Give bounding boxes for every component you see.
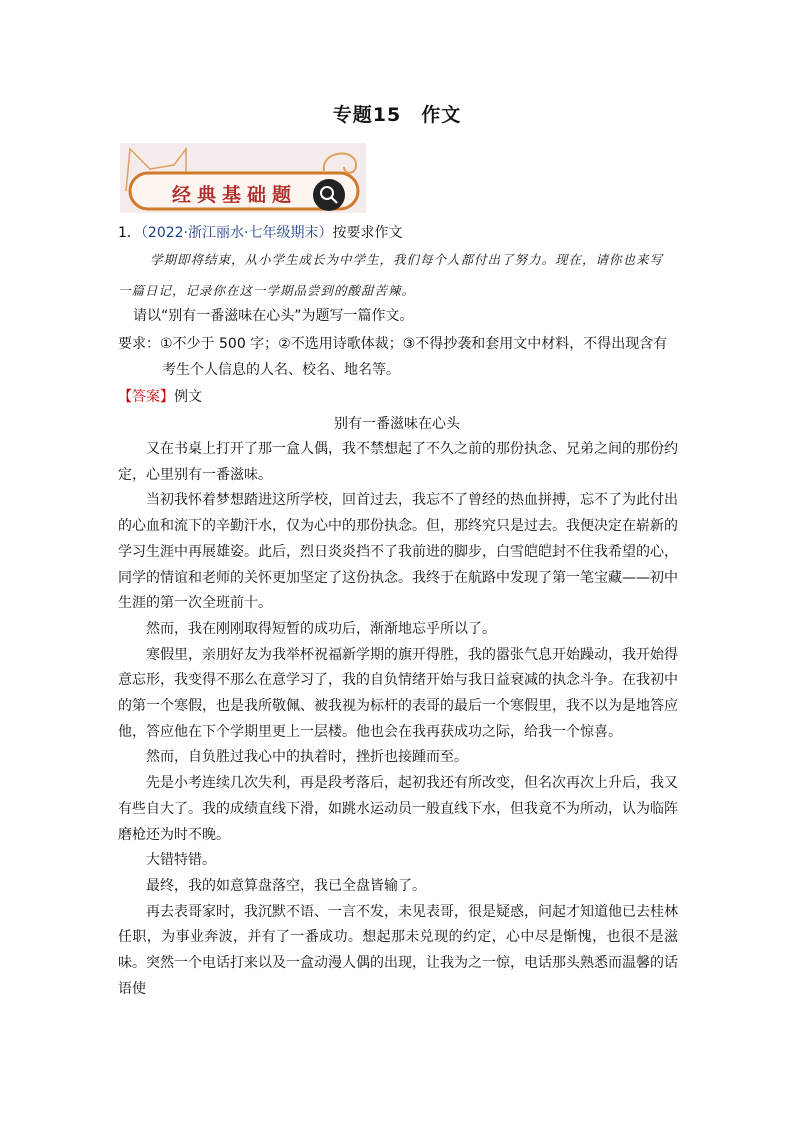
question-number: 1． — [118, 225, 141, 241]
banner-title: 经典基础题 — [172, 184, 298, 206]
essay-title: 别有一番滋味在心头 — [334, 416, 460, 432]
question-header — [118, 222, 402, 242]
essay-paragraph: 寒假里，亲朋好友为我举杯祝福新学期的旗开得胜，我的嚣张气息开始躁动，我开始得意忘形，我变得不那么在意学习了，我的自负情绪开始与我日益衰减的执念斗争。在我初中的第一个寒假，也是我所敬佩、被我视为标杆的表哥的最后一个寒假里，我不以为是地答应他，答应他在下个学期里更上一层楼。他也会在我再获成功之际，给我一个惊喜。 — [118, 646, 678, 740]
essay-paragraph: 大错特错。 — [146, 852, 216, 869]
essay-paragraph: 当初我怀着梦想踏进这所学校，回首过去，我忘不了曾经的热血拼搏，忘不了为此付出的心血和流下的辛勤汗水，仅为心中的那份执念。但，那终究只是过去。我便决定在崭新的学习生涯中再展雄姿。此后，烈日炎炎挡不了我前进的脚步，白雪皑皑封不住我希望的心，同学的情谊和老师的关怀更加坚定了这份执念。我终于在航路中发现了第一笔宝藏——初中生涯的第一次全班前十。 — [118, 492, 678, 612]
essay-body — [118, 437, 678, 1002]
answer-label: 例文 — [174, 389, 202, 405]
requirement-line-1: 要求：①不少于 500 字；②不选用诗歌体裁；③不得抄袭和套用文中材料，不得出现含有 — [118, 336, 668, 352]
writing-instruction: 请以“别有一番滋味在心头”为题写一篇作文。 — [133, 308, 414, 324]
question-source: （2022·浙江丽水·七年级期末） — [140, 225, 333, 241]
question-prompt: 按要求作文 — [332, 225, 403, 241]
essay-paragraph: 然而，我在刚刚取得短暂的成功后，渐渐地忘乎所以了。 — [146, 620, 496, 637]
material-line-2: 一篇日记，记录你在这一学期品尝到的酸甜苦辣。 — [118, 283, 416, 298]
essay-paragraph: 最终，我的如意算盘落空，我已全盘皆输了。 — [146, 877, 426, 894]
essay-paragraph: 然而，自负胜过我心中的执着时，挫折也接踵而至。 — [146, 749, 468, 766]
essay-paragraph: 先是小考连续几次失利，再是段考落后，起初我还有所改变，但名次再次上升后，我又有些自大了。我的成绩直线下滑，如跳水运动员一般直线下水，但我竟不为所动，认为临阵磨枪还为时不晚。 — [118, 775, 678, 843]
answer-tag: 【答案】 — [118, 389, 174, 405]
essay-paragraph: 又在书桌上打开了那一盒人偶，我不禁想起了不久之前的那份执念、兄弟之间的那份约定，心里别有一番滋味。 — [118, 441, 678, 483]
section-banner — [120, 143, 366, 213]
page-title: 专题15 作文 — [332, 104, 462, 126]
material-line-1: 学期即将结束，从小学生成长为中学生，我们每个人都付出了努力。现在，请你也来写 — [150, 252, 664, 267]
answer-header — [118, 386, 202, 406]
essay-paragraph: 再去表哥家时，我沉默不语、一言不发，未见表哥，很是疑惑，问起才知道他已去桂林任职，为事业奔波，并有了一番成功。想起那未兑现的约定，心中尽是惭愧，也很不是滋味。突然一个电话打来以及一盒动漫人偶的出现，让我为之一惊，电话那头熟悉而温馨的话语使 — [118, 903, 678, 997]
requirement-line-2: 考生个人信息的人名、校名、地名等。 — [162, 362, 400, 378]
